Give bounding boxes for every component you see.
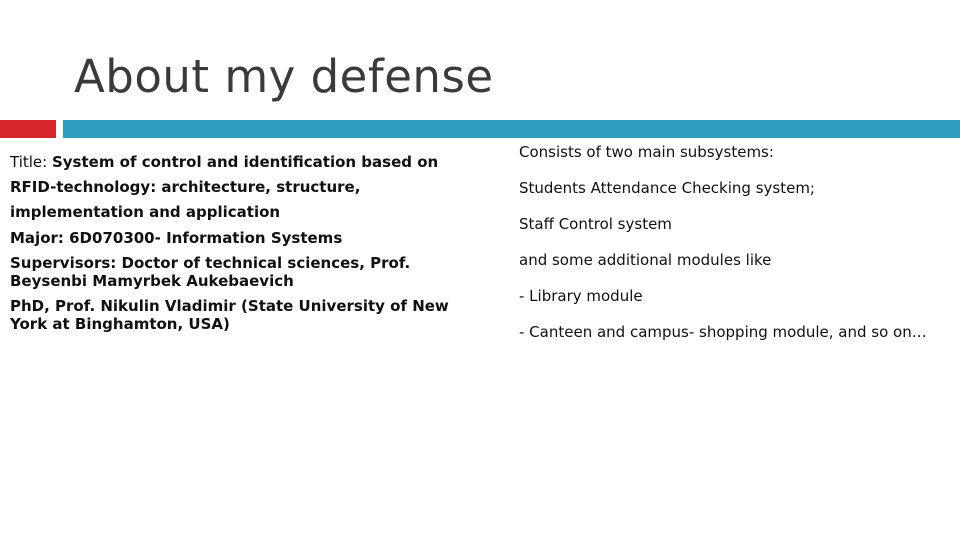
supervisors-paragraph [10, 254, 470, 290]
phd-paragraph [10, 297, 470, 333]
accent-bar-red [0, 120, 56, 138]
subsystem-item-attendance: Students Attendance Checking system; [519, 179, 815, 197]
slide-title: About my defense [74, 50, 494, 103]
major-text: Major: 6D070300- Information Systems [10, 229, 343, 247]
accent-bar-blue [63, 120, 960, 138]
module-item-canteen: - Canteen and campus- shopping module, and so on… [519, 323, 927, 341]
left-column [10, 150, 470, 340]
thesis-title-value: System of control and identification based on RFID-technology: architecture, structure, implementation and application [10, 153, 439, 221]
subsystems-intro: Consists of two main subsystems: [519, 143, 774, 161]
additional-modules-intro: and some additional modules like [519, 251, 772, 269]
supervisors-text: Supervisors: Doctor of technical sciences, Prof. Beysenbi Mamyrbek Aukebaevich [10, 254, 411, 290]
right-column [519, 143, 949, 359]
module-item-library: - Library module [519, 287, 643, 305]
thesis-title-label: Title: [10, 153, 52, 171]
phd-supervisor-text: PhD, Prof. Nikulin Vladimir (State University of New York at Binghamton, USA) [10, 297, 449, 333]
subsystem-item-staff: Staff Control system [519, 215, 672, 233]
thesis-title-paragraph [10, 150, 470, 225]
major-paragraph [10, 229, 470, 247]
